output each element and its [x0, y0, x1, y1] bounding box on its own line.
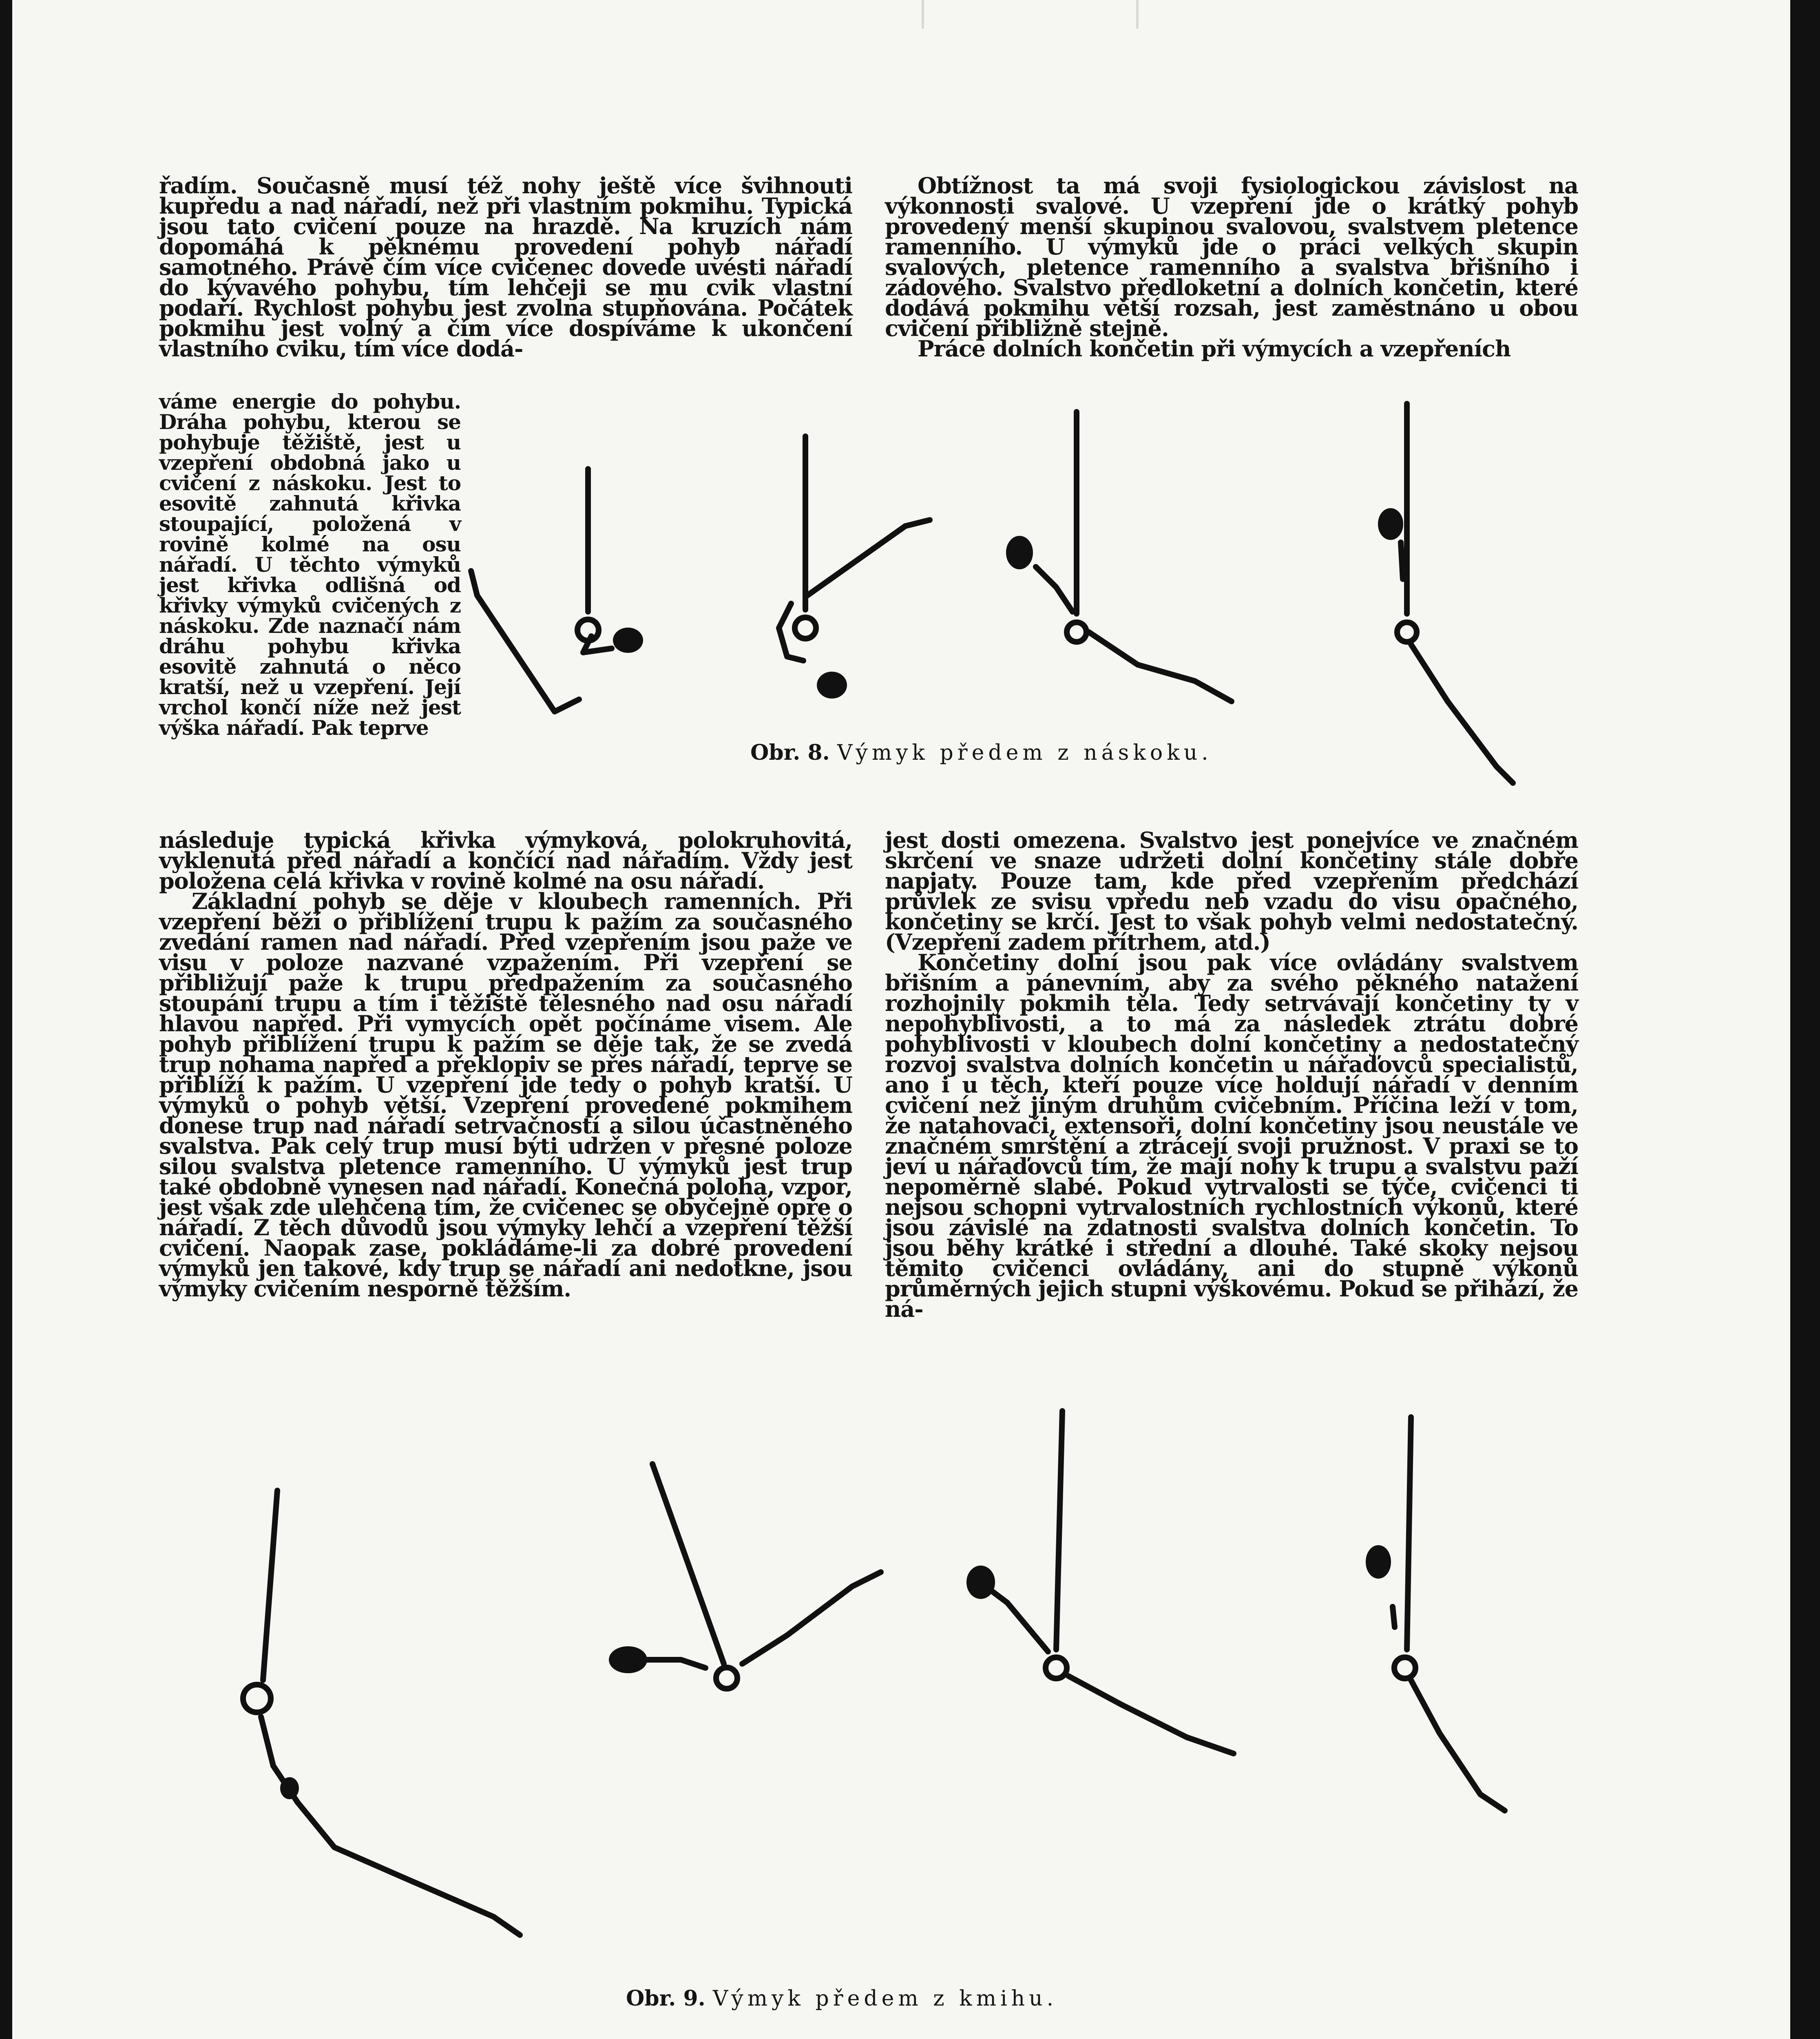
figure-8-caption — [750, 740, 1212, 765]
fig9-gymnast-3 — [969, 1411, 1234, 1754]
paragraph: Končetiny dolní jsou pak více ovládány svalstvem břišním a pánevním, aby za svého pěkného natažení rozhojnily pokmih těla. Tedy setrvávají končetiny ty v nepohyblivosti, a to má za následek ztrátu dobré pohyblivosti v kloubech dolní končetiny a nedostatečný rozvoj svalstva dolních končetin u nářaďovců specialistů, ano i u těch, kteří pouze více holdují nářadí v denním cvičení než jiným druhům cvičebním. Příčina leží v tom, že natahovači, extensoři, dolní končetiny jsou neustále ve značném smrštění a ztrácejí svoji pružnost. V praxi se to jeví u nářaďovců tím, že mají nohy k trupu a svalstvu paží nepoměrně slabé. Pokud vytrvalosti se týče, cvičenci ti nejsou schopni vytrvalostních rychlostních výkonů, které jsou závislé na zdatnosti svalstva dolních končetin. To jsou běhy krátké i střední a dlouhé. Také skoky nejsou těmito cvičenci ovládány, ani do stupně výkonů průměrných jejich stupni výškovému. Pokud se přihází, že ná- — [885, 949, 1578, 1322]
fig8-gymnast-2 — [779, 436, 930, 696]
paragraph: jest dosti omezena. Svalstvo jest ponejvíce ve značném skrčení ve snaze udržeti dolní končetiny stále dobře napjaty. Pouze tam, kde před vzepřením předchází průvlek ze svisu vpředu neb vzadu do visu opačného, končetiny se krčí. Jest to však pohyb velmi nedostatečný. (Vzepření zadem přítrhem, atd.) — [885, 827, 1578, 955]
fig8-gymnast-4 — [1381, 404, 1513, 783]
fig9-gymnast-4 — [1369, 1417, 1505, 1811]
paragraph: váme energie do pohybu. Dráha pohybu, kterou se pohybuje těžiště, jest u vzepření obdobná jako u cvičení z náskoku. Jest to esovitě zahnutá křivka stoupající, položená v rovině kolmé na osu nářadí. U těchto výmyků jest křivka odlišná od křivky výmyků cvičených z náskoku. Zde naznačí nám dráhu pohybu křivka esovitě zahnutá o něco kratší, než u vzepření. Její vrchol končí níže než jest výška nářadí. Pak teprve — [159, 389, 461, 740]
book-page — [12, 0, 1790, 2039]
figure-9-caption — [626, 1986, 1057, 2011]
fig9-gymnast-1 — [243, 1491, 520, 1935]
fig8-gymnast-3 — [1009, 412, 1232, 701]
paragraph: Práce dolních končetin při výmycích a vzepřeních — [918, 336, 1511, 362]
fig9-gymnast-2 — [612, 1464, 881, 1689]
caption-title: Výmyk předem z kmihu. — [712, 1986, 1058, 2011]
caption-prefix: Obr. 8. — [750, 740, 830, 765]
caption-prefix: Obr. 9. — [626, 1986, 705, 2011]
paragraph: následuje typická křivka výmyková, polokruhovitá, vyklenutá před nářadí a končící nad nářadím. Vždy jest položena celá křivka v rovině kolmé na osu nářadí. — [159, 827, 852, 894]
paragraph: Základní pohyb se děje v kloubech ramenních. Při vzepření běží o přiblížení trupu k pažím za současného zvedání ramen nad nářadí. Před vzepřením jsou paže ve visu v poloze nazvané vzpažením. Při vzepření se přibližují paže k trupu předpažením za současného stoupání trupu a tím i těžiště tělesného nad osu nářadí hlavou napřed. Při vymycích opět počínáme visem. Ale pohyb přiblížení trupu k pažím se děje tak, že se zvedá trup nohama napřed a překlopiv se přes nářadí, teprve se přiblíží k pažím. U vzepření jde tedy o pohyb kratší. U výmyků o pohyb větší. Vzepření provedené pokmihem donese trup nad nářadí setrvačností a silou účastněného svalstva. Pak celý trup musí býti udržen v přesné poloze silou svalstva pletence ramenního. U výmyků jest trup také obdobně vynesen nad nářadí. Konečná poloha, vzpor, jest však zde ulehčena tím, že cvičenec se obyčejně opře o nářadí. Z těch důvodů jsou výmyky lehčí a vzepření těžší cvičení. Naopak zase, pokládáme-li za dobré provedení výmyků jen takové, kdy trup se nářadí ani nedotkne, jsou výmyky cvičením nesporně těžším. — [159, 888, 852, 1302]
figure-illustrations — [12, 0, 1790, 2039]
caption-title: Výmyk předem z náskoku. — [837, 741, 1212, 765]
fig8-gymnast-1 — [471, 469, 640, 712]
paragraph: Obtížnost ta má svoji fysiologickou závislost na výkonnosti svalové. U vzepření jde o krátký pohyb provedený menší skupinou svalovou, svalstvem pletence ramenního. U výmyků jde o práci velkých skupin svalových, pletence ramenního a svalstva břišního i zádového. Svalstvo předloketní a dolních končetin, které dodává pokmihu větší rozsah, jest zaměstnáno u obou cvičení přibližně stejně. — [885, 172, 1578, 341]
paragraph: řadím. Současně musí též nohy ještě více švihnouti kupředu a nad nářadí, než při vlastním pokmihu. Typická jsou tato cvičení pouze na hrazdě. Na kruzích nám dopomáhá k pěknému provedení pohyb nářadí samotného. Právě čím více cvičenec dovede uvésti nářadí do kývavého pohybu, tím lehčeji se mu cvik vlastní podaří. Rychlost pohybu jest zvolna stupňována. Počátek pokmihu jest volný a čím více dospíváme k ukončení vlastního cviku, tím více dodá- — [159, 172, 852, 362]
